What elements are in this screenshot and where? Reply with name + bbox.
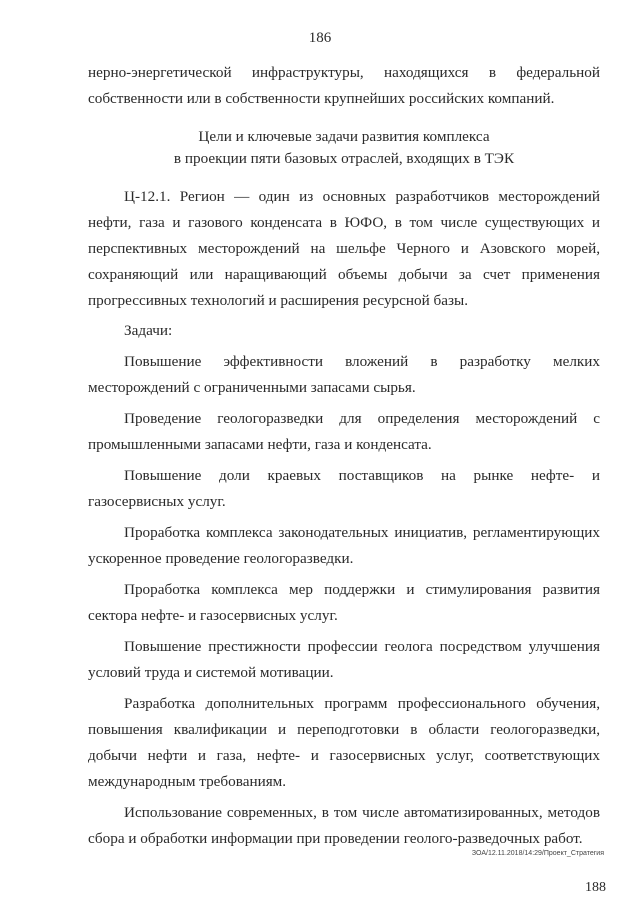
- task-item: Использование современных, в том числе автоматизированных, методов сбора и обработки информации при проведении геолого-разведочных работ.: [88, 804, 600, 847]
- task-item: Повышение престижности профессии геолога посредством улучшения условий труда и системой мотивации.: [88, 638, 600, 681]
- task-item: Проработка комплекса законодательных инициатив, регламентирующих ускоренное проведение геологоразведки.: [88, 524, 600, 567]
- goal-paragraph: Ц-12.1. Регион — один из основных разработчиков месторождений нефти, газа и газового конденсата в ЮФО, в том числе существующих и перспективных месторождений на шельфе Черного и Азовского морей, сохраняющий или наращивающий объемы добычи за счет применения прогрессивных технологий и расширения ресурсной базы.: [88, 188, 600, 309]
- page-number-top: 186: [308, 30, 332, 46]
- document-body: [88, 60, 600, 857]
- task-item: Проведение геологоразведки для определения месторождений с промышленными запасами нефти, газа и конденсата.: [88, 410, 600, 453]
- section-heading: [88, 126, 600, 170]
- section-heading-line1: Цели и ключевые задачи развития комплекса: [198, 128, 490, 145]
- continuation-paragraph: нерно-энергетической инфраструктуры, находящихся в федеральной собственности или в собственности крупнейших российских компаний.: [88, 64, 600, 107]
- task-list: [88, 349, 600, 852]
- page-number-bottom: 188: [585, 880, 606, 895]
- task-item: Разработка дополнительных программ профессионального обучения, повышения квалификации и переподготовки в области геологоразведки, добычи нефти и газа, нефте- и газосервисных услуг, соответствующих международным требованиям.: [88, 695, 600, 790]
- tasks-label: Задачи:: [124, 322, 173, 339]
- section-heading-line2: в проекции пяти базовых отраслей, входящих в ТЭК: [173, 150, 515, 167]
- task-item: Повышение эффективности вложений в разработку мелких месторождений с ограниченными запасами сырья.: [88, 353, 600, 396]
- document-footer-code: ЗОА/12.11.2018/14:29/Проект_Стратегия: [471, 850, 604, 857]
- task-item: Повышение доли краевых поставщиков на рынке нефте- и газосервисных услуг.: [88, 467, 600, 510]
- task-item: Проработка комплекса мер поддержки и стимулирования развития сектора нефте- и газосервисных услуг.: [88, 581, 600, 624]
